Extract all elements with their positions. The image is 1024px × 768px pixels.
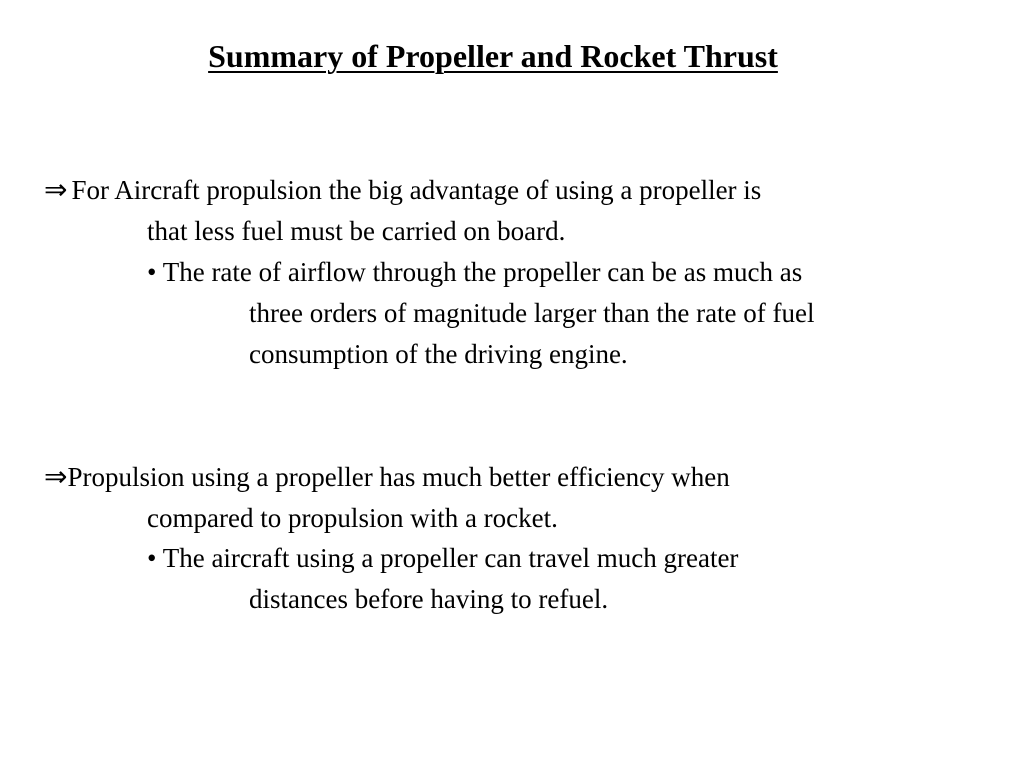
implies-arrow-icon: ⇒ bbox=[44, 460, 68, 493]
point-1-lead: For Aircraft propulsion the big advantage of using a propeller is bbox=[71, 175, 762, 205]
point-2-continuation: compared to propulsion with a rocket. bbox=[147, 503, 558, 533]
point-1-sub-line-1: three orders of magnitude larger than the rate of fuel bbox=[249, 298, 815, 328]
point-2-sub-line-1: distances before having to refuel. bbox=[249, 584, 609, 614]
point-2-lead: Propulsion using a propeller has much better efficiency when bbox=[67, 462, 730, 492]
slide-title: Summary of Propeller and Rocket Thrust bbox=[208, 38, 778, 74]
point-1-sub-line-2: consumption of the driving engine. bbox=[249, 339, 628, 369]
point-1-lead-line bbox=[44, 173, 761, 207]
point-1-continuation: that less fuel must be carried on board. bbox=[147, 216, 566, 246]
implies-arrow-icon: ⇒ bbox=[44, 173, 68, 206]
point-2-sub-bullet: • The aircraft using a propeller can travel much greater bbox=[147, 543, 739, 573]
point-2-lead-line bbox=[44, 460, 730, 494]
point-1-sub-bullet: • The rate of airflow through the propeller can be as much as bbox=[147, 257, 803, 287]
